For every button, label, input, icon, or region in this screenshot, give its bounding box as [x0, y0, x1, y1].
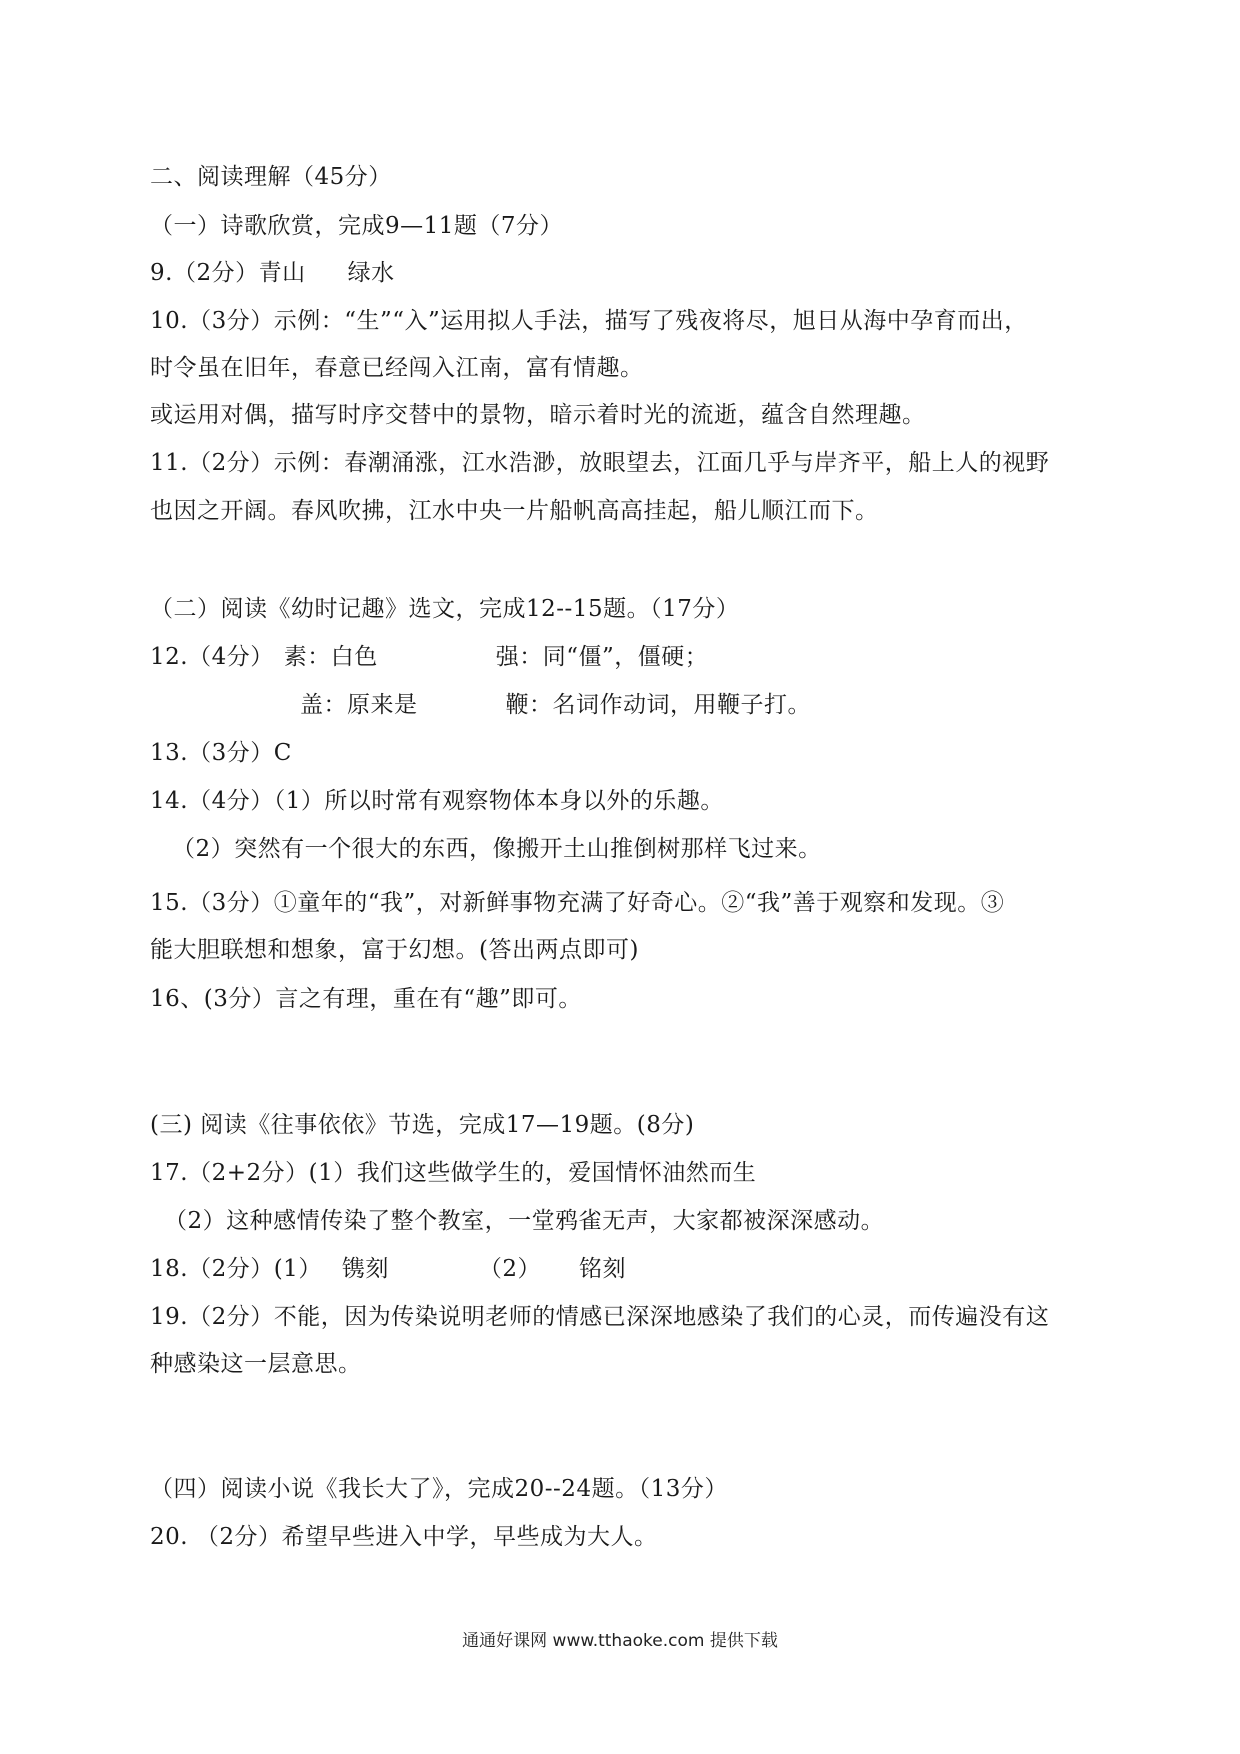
q12-answer-d: 鞭：名词作动词，用鞭子打。 — [505, 692, 811, 718]
q12-row-2 — [300, 690, 811, 720]
part1-heading: （一）诗歌欣赏，完成9—11题（7分） — [150, 213, 564, 239]
part2-heading: （二）阅读《幼时记趣》选文，完成12--15题。（17分） — [150, 596, 740, 622]
q13-answer: 13.（3分）C — [150, 740, 292, 766]
q18-answer-b: 铭刻 — [578, 1256, 626, 1282]
footer-credit: 通通好课网 www.tthaoke.com 提供下载 — [462, 1631, 778, 1651]
q17-line-1: 17.（2+2分）(1）我们这些做学生的，爱国情怀油然而生 — [150, 1160, 757, 1186]
q14-line-2: （2）突然有一个很大的东西，像搬开土山推倒树那样飞过来。 — [172, 836, 822, 862]
q11-line-1: 11.（2分）示例：春潮涌涨，江水浩渺，放眼望去，江面几乎与岸齐平，船上人的视野 — [150, 450, 1050, 476]
q12-answer-c: 盖：原来是 — [300, 692, 418, 718]
q9-answer-2: 绿水 — [347, 260, 395, 286]
q20-answer: 20. （2分）希望早些进入中学，早些成为大人。 — [150, 1524, 658, 1550]
q16-answer: 16、(3分）言之有理，重在有“趣”即可。 — [150, 986, 582, 1012]
q19-line-2: 种感染这一层意思。 — [150, 1351, 362, 1377]
q11-line-2: 也因之开阔。春风吹拂，江水中央一片船帆高高挂起，船儿顺江而下。 — [150, 498, 879, 524]
part3-heading: (三) 阅读《往事依依》节选，完成17—19题。(8分) — [150, 1112, 695, 1138]
section-heading: 二、阅读理解（45分） — [150, 164, 392, 190]
q12-row-1 — [150, 642, 708, 672]
q12-answer-a: 素：白色 — [283, 644, 378, 670]
q18-answer-a: 镌刻 — [341, 1256, 389, 1282]
q10-line-1: 10.（3分）示例：“生”“入”运用拟人手法，描写了残夜将尽，旭日从海中孕育而出， — [150, 308, 1028, 334]
q12-prefix: 12.（4分） — [150, 644, 274, 670]
q10-line-3: 或运用对偶，描写时序交替中的景物，暗示着时光的流逝，蕴含自然理趣。 — [150, 402, 926, 428]
q14-line-1: 14.（4分）（1）所以时常有观察物体本身以外的乐趣。 — [150, 788, 724, 814]
q18-answer — [150, 1254, 626, 1284]
q10-line-2: 时令虽在旧年，春意已经闯入江南，富有情趣。 — [150, 355, 644, 381]
q18-prefix: 18.（2分）(1） — [150, 1256, 322, 1282]
q19-line-1: 19.（2分）不能，因为传染说明老师的情感已深深地感染了我们的心灵，而传遍没有这 — [150, 1304, 1050, 1330]
q12-answer-b: 强：同“僵”，僵硬； — [495, 644, 709, 670]
q17-line-2: （2）这种感情传染了整个教室，一堂鸦雀无声，大家都被深深感动。 — [164, 1208, 885, 1234]
part4-heading: （四）阅读小说《我长大了》，完成20--24题。（13分） — [150, 1476, 728, 1502]
q18-mid: （2） — [478, 1256, 541, 1282]
q9-prefix: 9.（2分）青山 — [150, 260, 306, 286]
q9-answer — [150, 258, 395, 288]
q15-line-2: 能大胆联想和想象，富于幻想。(答出两点即可) — [150, 937, 639, 963]
q15-line-1: 15.（3分）①童年的“我”，对新鲜事物充满了好奇心。②“我”善于观察和发现。③ — [150, 890, 1005, 916]
